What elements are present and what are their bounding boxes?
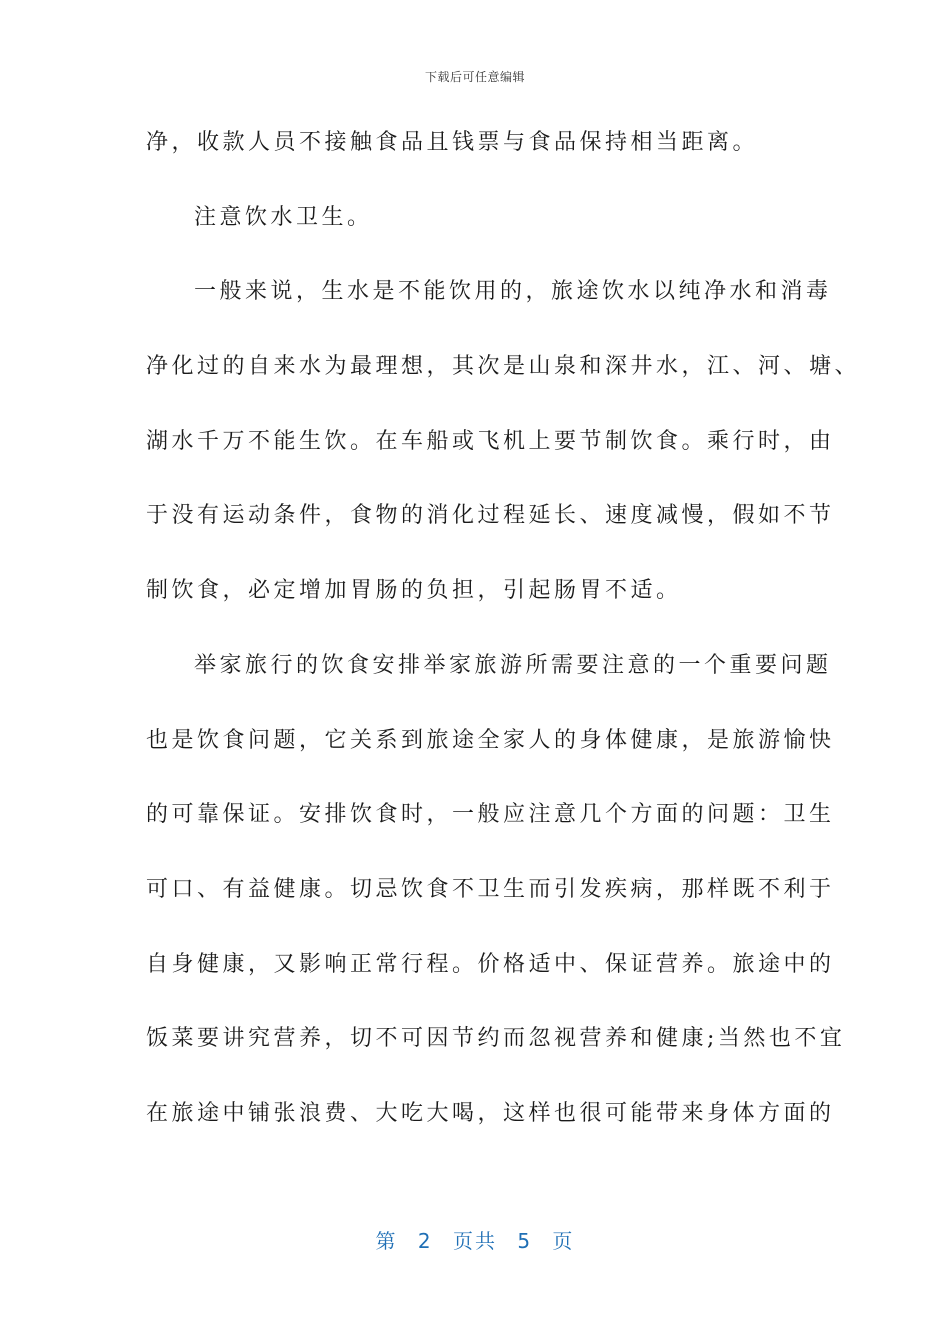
text-line: 的可靠保证。安排饮食时，一般应注意几个方面的问题：卫生 <box>146 802 835 828</box>
text-line: 制饮食，必定增加胃肠的负担，引起肠胃不适。 <box>146 578 682 604</box>
text-line: 注意饮水卫生。 <box>194 204 373 230</box>
text-line: 饭菜要讲究营养，切不可因节约而忽视营养和健康;当然也不宜 <box>146 1026 846 1052</box>
text-line: 也是饮食问题，它关系到旅途全家人的身体健康，是旅游愉快 <box>146 727 835 753</box>
text-line: 于没有运动条件，食物的消化过程延长、速度减慢，假如不节 <box>146 503 835 529</box>
text-line: 自身健康，又影响正常行程。价格适中、保证营养。旅途中的 <box>146 951 835 977</box>
text-line: 湖水千万不能生饮。在车船或飞机上要节制饮食。乘行时，由 <box>146 428 835 454</box>
text-line: 举家旅行的饮食安排举家旅游所需要注意的一个重要问题 <box>194 652 832 678</box>
text-line: 可口、有益健康。切忌饮食不卫生而引发疾病，那样既不利于 <box>146 876 835 902</box>
page-number-footer: 第 2 页共 5 页 <box>375 1229 575 1253</box>
text-line: 一般来说，生水是不能饮用的，旅途饮水以纯净水和消毒 <box>194 279 832 305</box>
text-line: 净化过的自来水为最理想，其次是山泉和深井水，江、河、塘、 <box>146 354 861 380</box>
text-line: 在旅途中铺张浪费、大吃大喝，这样也很可能带来身体方面的 <box>146 1100 835 1126</box>
document-body <box>146 118 861 1164</box>
text-line: 净，收款人员不接触食品且钱票与食品保持相当距离。 <box>146 130 759 155</box>
page-header: 下载后可任意编辑 <box>424 70 525 84</box>
